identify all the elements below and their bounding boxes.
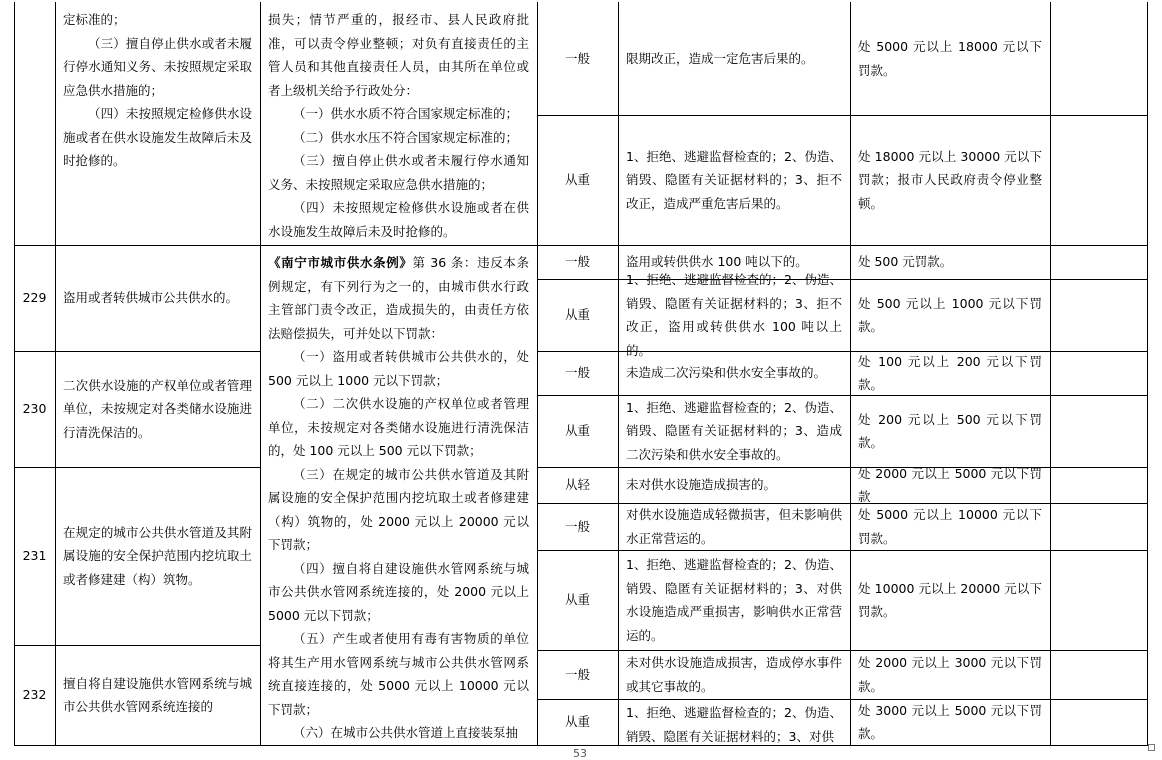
continued-desc-item: （三）擅自停止供水或者未履行停水通知义务、未按照规定采取应急供水措施的； xyxy=(63,35,252,98)
penalty-cell xyxy=(850,650,1050,699)
penalty-cell xyxy=(850,503,1050,550)
level-cell: 从重 xyxy=(564,172,590,188)
circumstance-text: 1、拒绝、逃避监督检查的；2、伪造、销毁、隐匿有关证据材料的；3、拒不改正，盗用或转供供水 100 吨以上的。 xyxy=(626,272,842,358)
level-cell: 从重 xyxy=(564,714,590,730)
penalty-text: 处 2000 元以上 3000 元以下罚款。 xyxy=(858,655,1042,694)
penalty-table xyxy=(14,2,1148,746)
level-cell: 从重 xyxy=(564,307,590,323)
corner-mark xyxy=(1148,744,1155,751)
level-cell: 一般 xyxy=(564,666,590,682)
row-number: 229 xyxy=(22,290,47,306)
continued-description xyxy=(55,8,260,173)
violation-description xyxy=(55,467,260,645)
continued-desc-line: 定标准的； xyxy=(63,12,126,27)
page-number: 53 xyxy=(573,747,587,760)
circumstance-cell xyxy=(618,701,850,745)
circumstance-text: 限期改正，造成一定危害后果的。 xyxy=(626,50,814,66)
circumstance-text: 1、拒绝、逃避监督检查的；2、伪造、销毁、隐匿有关证据材料的；3、造成二次污染和供水安全事故的。 xyxy=(626,399,842,462)
violation-text: 在规定的城市公共供水管道及其附属设施的安全保护范围内挖坑取土或者修建建（构）筑物。 xyxy=(63,524,252,587)
circumstance-cell xyxy=(618,115,850,245)
level-cell: 一般 xyxy=(564,50,590,66)
level-cell: 一般 xyxy=(564,518,590,534)
row-number: 232 xyxy=(22,687,47,703)
penalty-text: 处 2000 元以上 5000 元以下罚款 xyxy=(858,465,1042,504)
penalty-cell xyxy=(850,550,1050,650)
violation-description xyxy=(55,645,260,745)
circumstance-text: 1、拒绝、逃避监督检查的；2、伪造、销毁、隐匿有关证据材料的；3、对供水设施造成严重损害，影响供水正常营运的。 xyxy=(626,557,842,643)
level-cell: 一般 xyxy=(564,254,590,270)
circumstance-cell xyxy=(618,2,850,115)
legal-basis-bottom xyxy=(260,251,537,745)
penalty-text: 处 100 元以上 200 元以下罚款。 xyxy=(858,353,1042,392)
circumstance-cell xyxy=(618,272,850,358)
penalty-cell xyxy=(850,351,1050,395)
circumstance-text: 盗用或转供供水 100 吨以下的。 xyxy=(626,254,808,270)
legal-basis-item: （二）二次供水设施的产权单位或者管理单位，未按规定对各类储水设施进行清洗保洁的，处 100 元以上 500 元以下罚款； xyxy=(268,396,529,458)
penalty-text: 处 18000 元以上 30000 元以下罚款；报市人民政府责令停业整顿。 xyxy=(858,148,1042,211)
row-number: 230 xyxy=(22,401,47,417)
violation-text: 擅自将自建设施供水管网系统与城市公共供水管网系统连接的 xyxy=(63,675,252,714)
penalty-text: 处 5000 元以上 18000 元以下罚款。 xyxy=(858,39,1042,78)
circumstance-cell xyxy=(618,650,850,699)
violation-description xyxy=(55,245,260,351)
circumstance-text: 未对供水设施造成损害，造成停水事件或其它事故的。 xyxy=(626,655,842,694)
circumstance-cell xyxy=(618,550,850,650)
circumstance-cell xyxy=(618,395,850,467)
legal-basis-item: （六）在城市公共供水管道上直接装泵抽 xyxy=(293,725,519,740)
penalty-text: 处 5000 元以上 10000 元以下罚款。 xyxy=(858,507,1042,546)
penalty-text: 处 200 元以上 500 元以下罚款。 xyxy=(858,411,1042,450)
circumstance-text: 1、拒绝、逃避监督检查的；2、伪造、销毁、隐匿有关证据材料的；3、对供 xyxy=(626,705,842,744)
violation-description xyxy=(55,351,260,467)
violation-text: 二次供水设施的产权单位或者管理单位，未按规定对各类储水设施进行清洗保洁的。 xyxy=(63,377,252,440)
level-cell: 从重 xyxy=(564,592,590,608)
legal-basis-text: 损失；情节严重的，报经市、县人民政府批准，可以责令停业整顿；对负有直接责任的主管人员和其他直接责任人员，由其所在单位或者上级机关给予行政处分： xyxy=(268,12,529,98)
law-intro: 第 36 条：违反本条例规定，有下列行为之一的，由城市供水行政主管部门责令改正，造成损失的，由责任方依法赔偿损失，可并处以下罚款： xyxy=(268,255,529,341)
penalty-text: 处 500 元以上 1000 元以下罚款。 xyxy=(858,295,1042,334)
circumstance-cell xyxy=(618,503,850,550)
legal-basis-intro xyxy=(268,251,529,345)
circumstance-text: 未对供水设施造成损害的。 xyxy=(626,477,777,493)
level-cell: 从重 xyxy=(564,423,590,439)
penalty-cell xyxy=(850,2,1050,115)
penalty-cell xyxy=(850,115,1050,245)
legal-basis-item: （二）供水水压不符合国家规定标准的； xyxy=(293,129,519,145)
circumstance-text: 1、拒绝、逃避监督检查的；2、伪造、销毁、隐匿有关证据材料的；3、拒不改正，造成严重危害后果的。 xyxy=(626,148,842,211)
legal-basis-item: （三）在规定的城市公共供水管道及其附属设施的安全保护范围内挖坑取土或者修建建（构）筑物的，处 2000 元以上 20000 元以下罚款； xyxy=(268,466,529,552)
legal-basis-item: （四）擅自将自建设施供水管网系统与城市公共供水管网系统连接的，处 2000 元以上 5000 元以下罚款； xyxy=(268,560,529,623)
legal-basis-item: （一）供水水质不符合国家规定标准的； xyxy=(293,106,519,121)
circumstance-cell xyxy=(618,467,850,503)
penalty-cell xyxy=(850,245,1050,279)
legal-basis-item: （五）产生或者使用有毒有害物质的单位将其生产用水管网系统与城市公共供水管网系统直接连接的，处 5000 元以上 10000 元以下罚款； xyxy=(268,631,529,717)
row-number: 231 xyxy=(22,548,47,564)
continued-desc-item: （四）未按照规定检修供水设施或者在供水设施发生故障后未及时抢修的。 xyxy=(63,106,252,168)
circumstance-text: 对供水设施造成轻微损害，但未影响供水正常营运的。 xyxy=(626,507,842,546)
penalty-cell xyxy=(850,467,1050,503)
penalty-text: 处 10000 元以上 20000 元以下罚款。 xyxy=(858,580,1042,619)
legal-basis-item: （四）未按照规定检修供水设施或者在供水设施发生故障后未及时抢修的。 xyxy=(268,200,529,239)
circumstance-cell xyxy=(618,351,850,395)
legal-basis-item: （三）擅自停止供水或者未履行停水通知义务、未按照规定采取应急供水措施的； xyxy=(268,153,529,192)
circumstance-text: 未造成二次污染和供水安全事故的。 xyxy=(626,365,827,381)
level-cell: 从轻 xyxy=(564,477,590,493)
violation-text: 盗用或者转供城市公共供水的。 xyxy=(63,290,239,306)
penalty-text: 处 500 元罚款。 xyxy=(858,254,953,270)
law-title: 《南宁市城市供水条例》 xyxy=(268,255,413,270)
penalty-cell xyxy=(850,279,1050,351)
level-cell: 一般 xyxy=(564,365,590,381)
legal-basis-item: （一）盗用或者转供城市公共供水的，处 500 元以上 1000 元以下罚款； xyxy=(268,349,529,388)
penalty-text: 处 3000 元以上 5000 元以下罚款。 xyxy=(858,702,1042,741)
penalty-cell xyxy=(850,395,1050,467)
penalty-cell xyxy=(850,699,1050,745)
legal-basis-top xyxy=(260,8,537,243)
